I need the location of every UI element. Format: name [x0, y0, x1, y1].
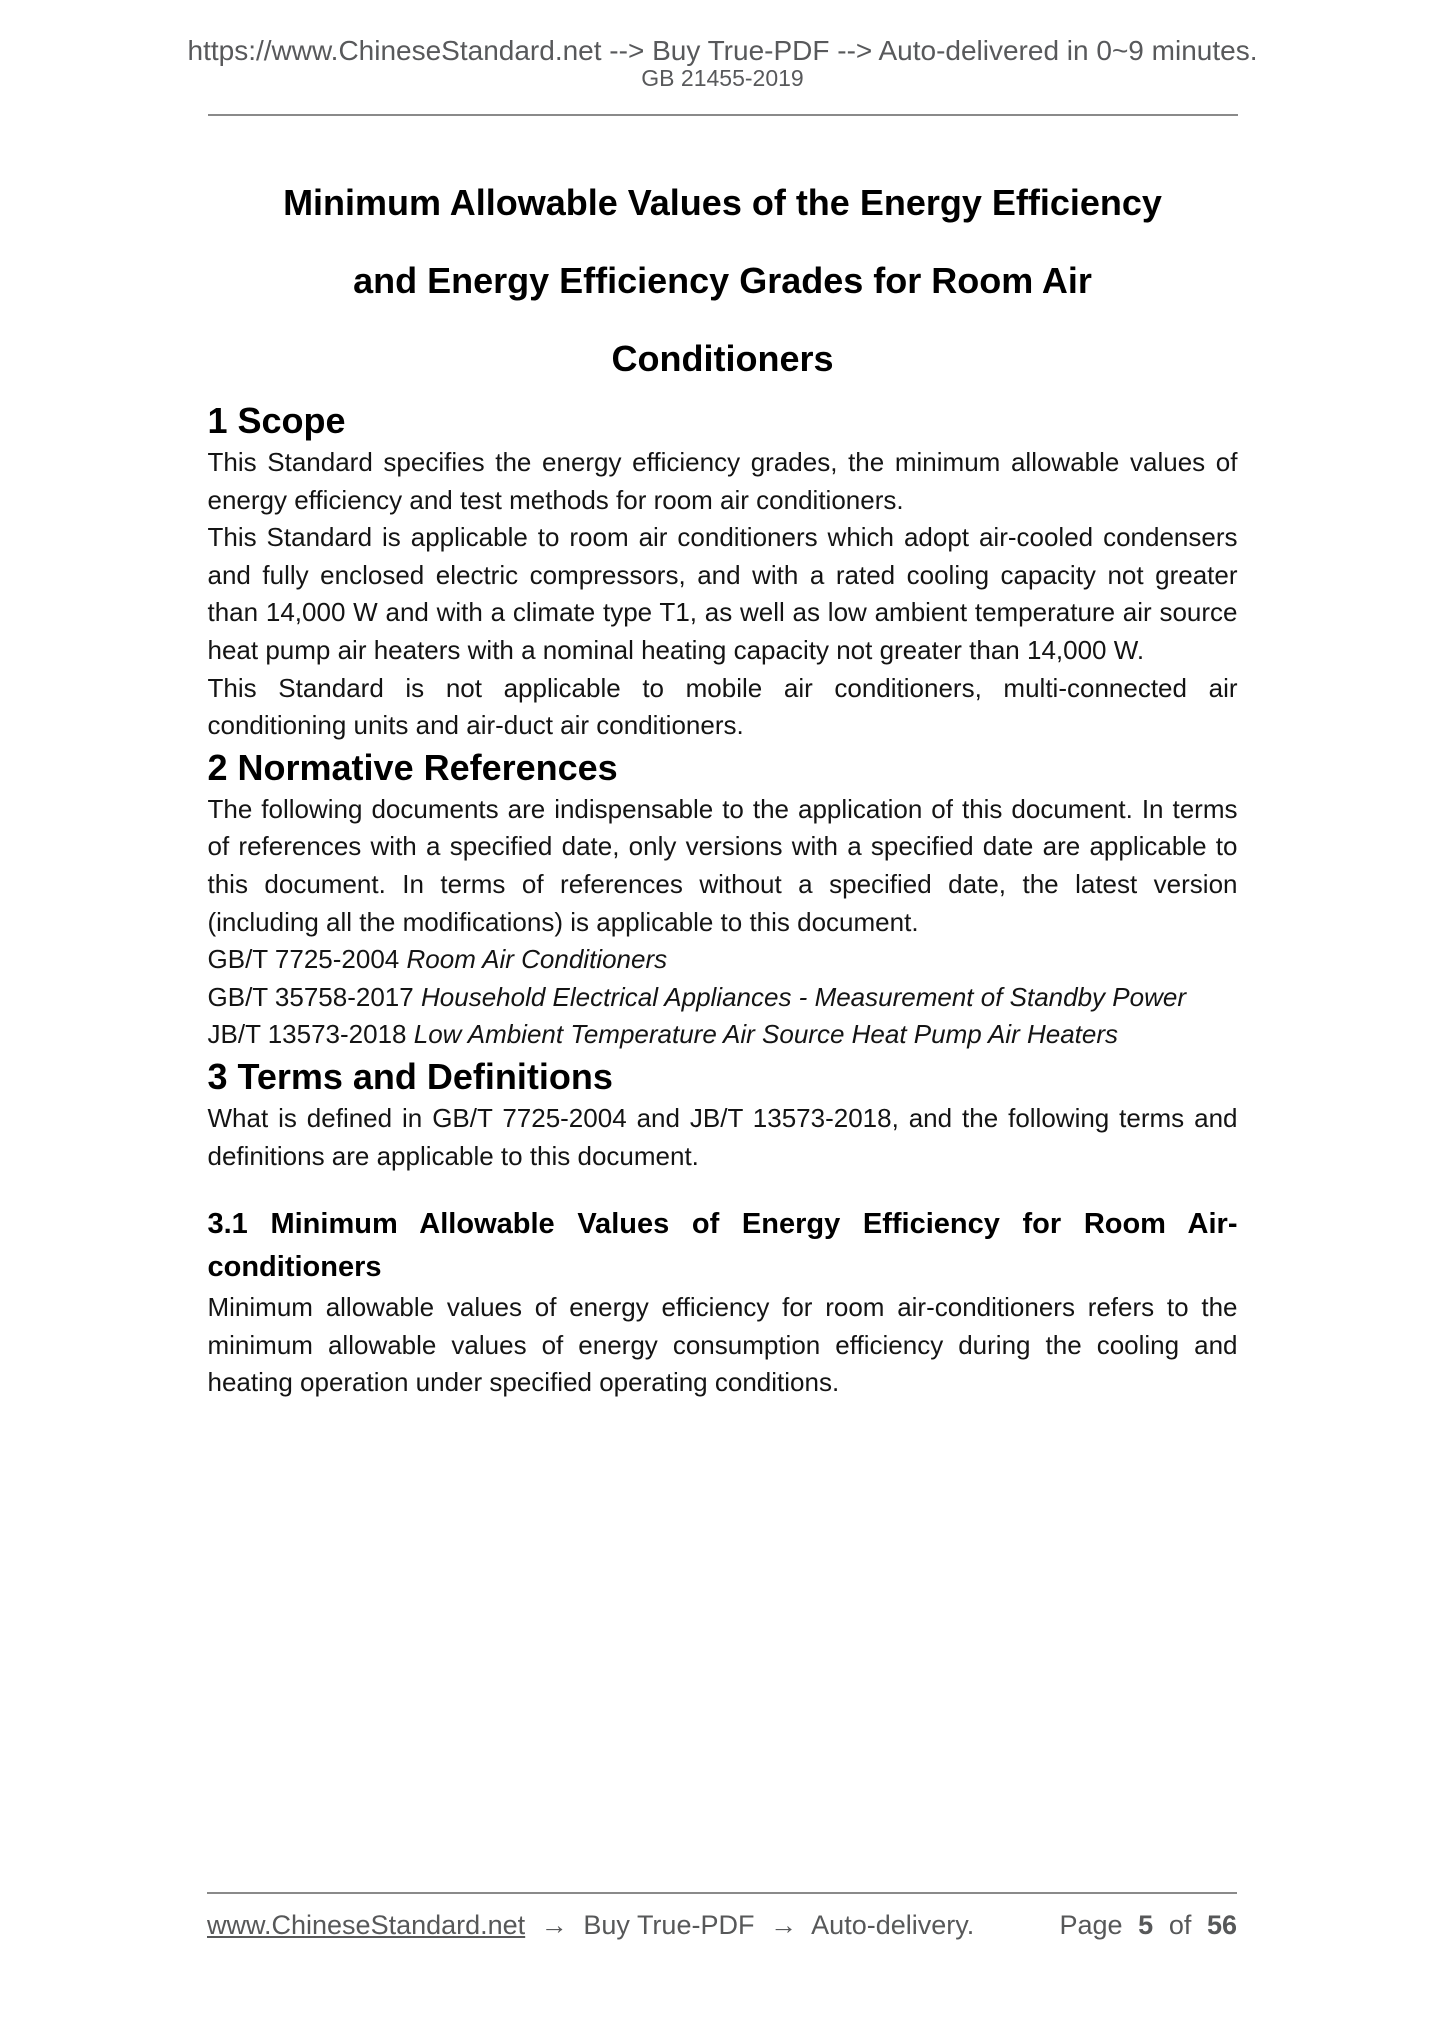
section-heading-scope: 1 Scope — [207, 400, 346, 441]
document-body — [208, 164, 1238, 1402]
footer-promo — [207, 1910, 982, 1941]
subsection-3-1-paragraph: Minimum allowable values of energy efficiency for room air-conditioners refers to the minimum allowable values of energy consumption efficiency during the cooling and heating operation under specified operating conditions. — [207, 1292, 1238, 1398]
of-label: of — [1168, 1910, 1192, 1940]
footer-page-indicator — [1060, 1910, 1238, 1941]
normative-reference-3 — [208, 1016, 1238, 1054]
scope-paragraph-3: This Standard is not applicable to mobile air conditioners, multi-connected air conditioning units and air-duct air conditioners. — [207, 672, 1238, 741]
header-divider — [208, 114, 1238, 116]
reference-code: GB/T 7725-2004 — [207, 944, 400, 975]
doc-code: GB 21455-2019 — [641, 65, 804, 91]
normative-reference-1 — [208, 941, 1238, 979]
terms-intro-paragraph: What is defined in GB/T 7725-2004 and JB/T 13573-2018, and the following terms and definitions are applicable to this document. — [207, 1102, 1238, 1171]
document-title-line-2: and Energy Efficiency Grades for Room Air — [353, 260, 1092, 301]
page-header — [0, 0, 1445, 90]
normative-intro-paragraph: The following documents are indispensable to the application of this document. In terms of references with a specified date, only versions with a specified date are applicable to this document. In terms of references without a specified date, the latest version (including all the modifications) is applicable to this document. — [207, 793, 1238, 937]
scope-paragraph-2: This Standard is applicable to room air conditioners which adopt air-cooled condensers and fully enclosed electric compressors, and with a rated cooling capacity not greater than 14,000 W and with a climate type T1, as well as low ambient temperature air source heat pump air heaters with a nominal heating capacity not greater than 14,000 W. — [207, 522, 1238, 665]
subsection-heading-3-1: 3.1 Minimum Allowable Values of Energy Efficiency for Room Air-conditioners — [207, 1208, 1238, 1284]
footer-delivery-label: Auto-delivery. — [811, 1910, 975, 1940]
header-promo-text: https://www.ChineseStandard.net --> Buy True-PDF --> Auto-delivered in 0~9 minutes. — [187, 35, 1258, 66]
section-heading-terms-definitions: 3 Terms and Definitions — [207, 1055, 613, 1097]
arrow-right-icon: → — [540, 1910, 568, 1940]
section-heading-normative-references: 2 Normative References — [207, 746, 618, 788]
page-footer — [207, 1892, 1237, 1941]
page-label: Page — [1059, 1910, 1123, 1940]
footer-buy-label: Buy True-PDF — [583, 1910, 755, 1940]
page-number: 5 — [1138, 1910, 1154, 1940]
reference-title: Household Electrical Appliances - Measurement of Standby Power — [421, 981, 1186, 1012]
reference-title: Low Ambient Temperature Air Source Heat Pump Air Heaters — [413, 1019, 1118, 1050]
scope-paragraph-1: This Standard specifies the energy efficiency grades, the minimum allowable values of energy efficiency and test methods for room air conditioners. — [207, 447, 1238, 515]
document-title — [208, 164, 1238, 398]
document-title-line-3: Conditioners — [611, 338, 834, 379]
normative-reference-2 — [208, 979, 1238, 1017]
arrow-right-icon: → — [770, 1910, 798, 1940]
reference-code: GB/T 35758-2017 — [207, 981, 414, 1012]
document-title-line-1: Minimum Allowable Values of the Energy Efficiency — [283, 182, 1162, 223]
reference-title: Room Air Conditioners — [406, 944, 668, 975]
reference-code: JB/T 13573-2018 — [207, 1019, 407, 1050]
footer-site-link[interactable]: www.ChineseStandard.net — [207, 1910, 526, 1940]
total-pages: 56 — [1206, 1910, 1237, 1940]
